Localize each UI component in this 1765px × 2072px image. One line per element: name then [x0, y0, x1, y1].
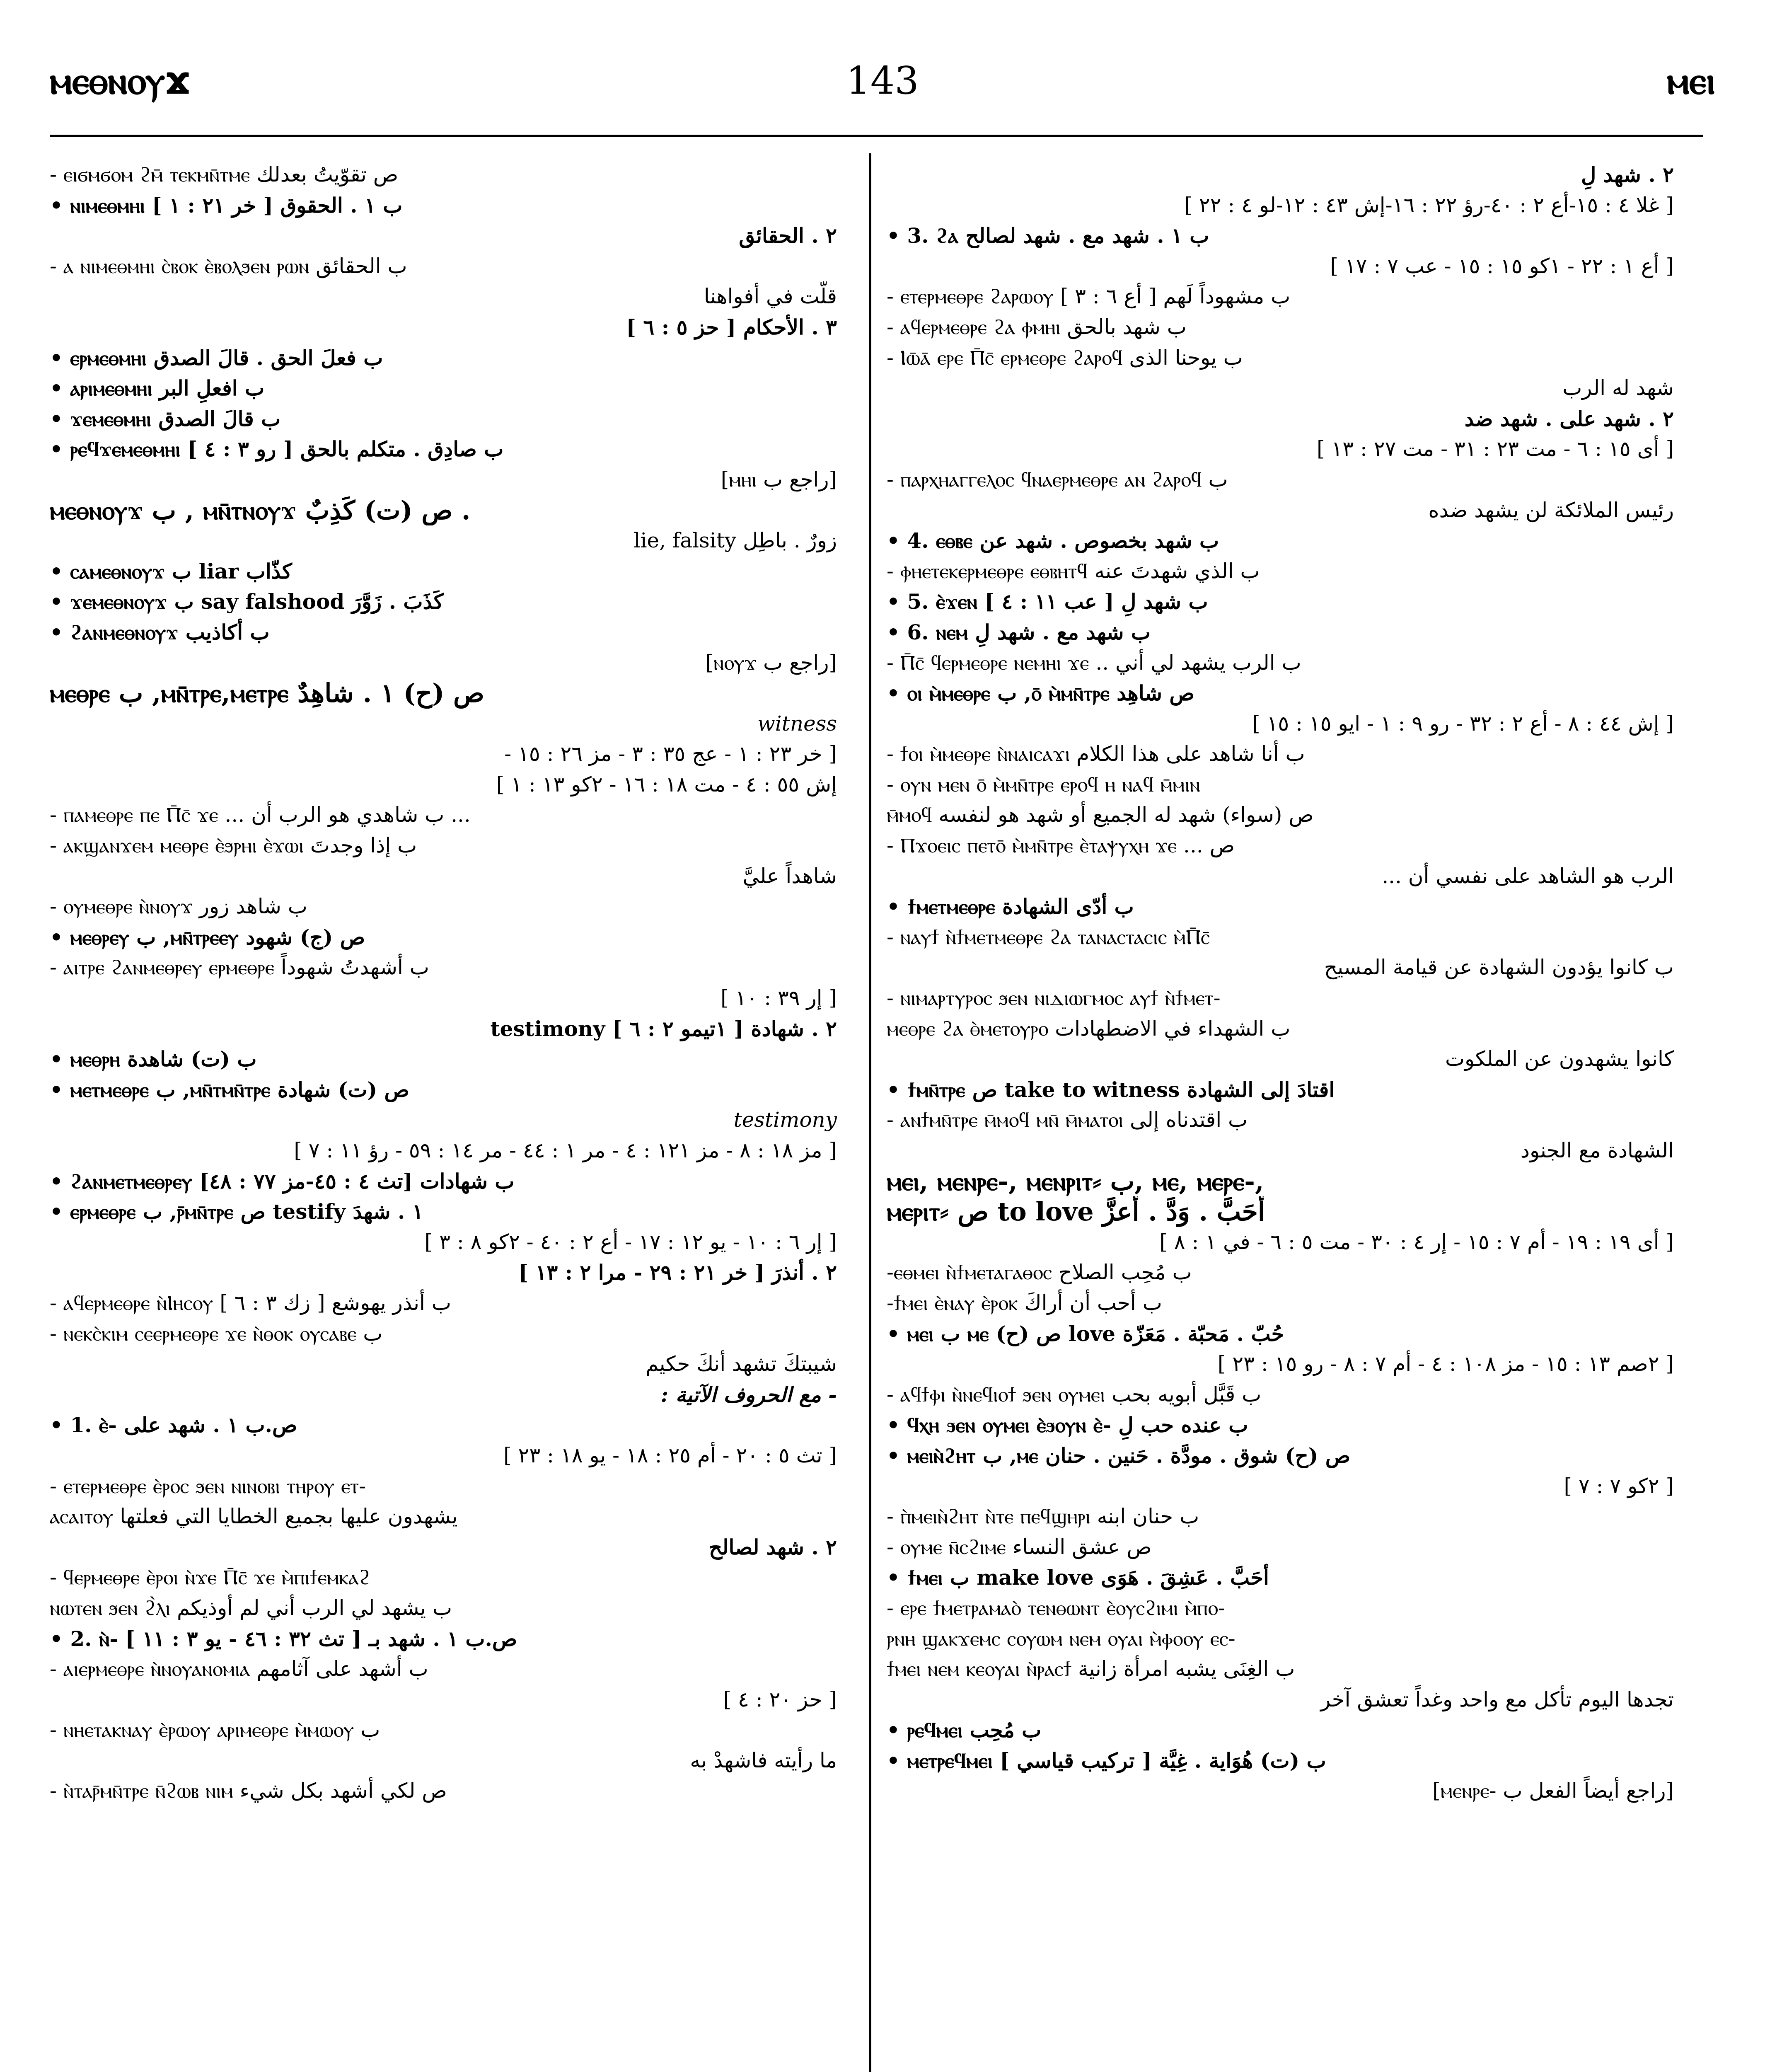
dictionary-line: • ϩⲁⲛⲙⲉⲑⲛⲟⲩϫ ب أكاذيب [50, 620, 270, 644]
running-head-left: ⲙⲉⲑⲛⲟⲩϫ [50, 58, 191, 103]
dictionary-line: - ϥⲉⲣⲙⲉⲑⲣⲉ ⲉ̀ⲣⲟⲓ ⲛ̀ϫⲉ Ⲡ̄ⲥ̄ ϫⲉ ⲙ̀ⲡⲓϯⲉⲙⲕⲁϩ [50, 1565, 370, 1590]
dictionary-line: ⲁⲥⲁⲓⲧⲟⲩ يشهدون عليها بجميع الخطايا التي فعلتها [50, 1504, 458, 1529]
dictionary-line: ٢ . شهد على . شهد ضد [1464, 406, 1674, 431]
dictionary-line: [ إر ٣٩ : ١٠ ] [721, 986, 837, 1010]
dictionary-line: • ϯⲙⲉⲧⲙⲉⲑⲣⲉ ب أدّى الشهادة [887, 894, 1134, 919]
dictionary-line: • 3. ϩⲁ ب ١ . شهد مع . شهد لصالح [887, 223, 1209, 248]
dictionary-line: ⲙⲉⲓ, ⲙⲉⲛⲣⲉ-, ⲙⲉⲛⲣⲓⲧ⸗ ب, ⲙⲉ, ⲙⲉⲣⲉ-, [887, 1166, 1264, 1196]
dictionary-line: [ أى ١٩ : ١٩ - أم ٧ : ١٥ - إر ٤ : ٣٠ - مت ٥ : ٦ - في ١ : ٨ ] [1159, 1230, 1674, 1254]
dictionary-line: • ϫⲉⲙⲉⲑⲙⲏⲓ ب قالَ الصدق [50, 406, 281, 431]
dictionary-line: - ⲁϥϯⲫⲓ ⲛ̀ⲛⲉϥⲓⲟϯ ϧⲉⲛ ⲟⲩⲙⲉⲓ ب قَبَّل أبويه بحب [887, 1382, 1262, 1406]
dictionary-line: ⲙⲉⲣⲓⲧ⸗ ص to love أحَبَّ . وَدَّ . أعزَّ [887, 1196, 1265, 1227]
dictionary-line: • ⲥⲁⲙⲉⲑⲛⲟⲩϫ ب liar كذّاب [50, 559, 292, 583]
dictionary-line: - ⲟⲩⲛ ⲙⲉⲛ ⲟ̄ ⲙ̀ⲙⲛ̄ⲧⲣⲉ ⲉⲣⲟϥ ⲏ ⲛⲁϥ ⲙ̄ⲙⲓⲛ [887, 772, 1200, 796]
dictionary-line: إش ٥٥ : ٤ - مت ١٨ : ١٦ - ٢كو ١٣ : ١ ] [496, 772, 837, 796]
dictionary-line: • ⲉⲣⲙⲉⲑⲣⲉ ب ,ⲣ̄ⲙⲛ̄ⲧⲣⲉ ص testify ١ . شهدَ [50, 1199, 423, 1224]
dictionary-line: [ⲙⲏⲓ راجع ب] [721, 467, 837, 491]
dictionary-line: ٣ . الأحكام [ حز ٥ : ٦ ] [626, 315, 837, 339]
dictionary-line: ٢ . أنذرَ [ خر ٢١ : ٢٩ - مرا ٢ : ١٣ ] [518, 1260, 837, 1285]
dictionary-line: قلَّت في أفواهنا [704, 284, 837, 309]
dictionary-line: witness [757, 711, 837, 736]
dictionary-line: - مع الحروف الآتية : [660, 1382, 837, 1407]
dictionary-line: - Ⲡϫⲟⲉⲓⲥ ⲡⲉⲧⲟ̄ ⲙ̀ⲙⲛ̄ⲧⲣⲉ ⲉ̀ⲧⲁⲯⲩⲭⲏ ϫⲉ ... ص [887, 833, 1235, 858]
dictionary-line: تجدها اليوم تأكل مع واحد وغداً تعشق آخر [1320, 1687, 1674, 1711]
dictionary-line: - ⲁⲕϣⲁⲛϫⲉⲙ ⲙⲉⲑⲣⲉ ⲉ̀ϧⲣⲏⲓ ⲉ̀ϫⲱⲓ ب إذا وجدتَ [50, 833, 417, 858]
dictionary-line: - ⲁ ⲛⲓⲙⲉⲑⲙⲏⲓ ⲥ̀ⲃⲟⲕ ⲉ̀ⲃⲟⲗϧⲉⲛ ⲣⲱⲛ ب الحقائق [50, 254, 407, 278]
dictionary-line: - ⲛⲓⲙⲁⲣⲧⲩⲣⲟⲥ ϧⲉⲛ ⲛⲓⲇⲓⲱⲅⲙⲟⲥ ⲁⲩϯ ⲛ̀ϯⲙⲉⲧ- [887, 986, 1221, 1010]
dictionary-line: • 5. ⲉ̀ϫⲉⲛ ب شهد لِ [ عب ١١ : ٤ ] [887, 589, 1208, 614]
dictionary-line: ٢ . الحقائق [739, 223, 837, 248]
dictionary-line: • ⲛⲓⲙⲉⲑⲙⲏⲓ ب ١ . الحقوق [ خر ٢١ : ١ ] [50, 193, 403, 218]
dictionary-line: - ⲛⲉⲕⲥ̀ⲕⲓⲙ ⲥⲉⲉⲣⲙⲉⲑⲣⲉ ϫⲉ ⲛ̀ⲑⲟⲕ ⲟⲩⲥⲁⲃⲉ ب [50, 1321, 383, 1346]
right-column [887, 160, 1674, 2072]
dictionary-line: - ⲟⲩⲙⲉⲑⲣⲉ ⲛ̀ⲛⲟⲩϫ ب شاهد زور [50, 894, 307, 919]
dictionary-line: - ⲉⲧⲉⲣⲙⲉⲑⲣⲉ ⲉ̀ⲣⲟⲥ ϧⲉⲛ ⲛⲓⲛⲟⲃⲓ ⲧⲏⲣⲟⲩ ⲉⲧ- [50, 1474, 366, 1498]
dictionary-line: ٢ . شهد لصالح [708, 1535, 837, 1559]
dictionary-line: • ⲣⲉϥⲙⲉⲓ ب مُحِب [887, 1718, 1042, 1743]
dictionary-line: - ⲛ̀ⲧⲁⲣ̄ⲙⲛ̄ⲧⲣⲉ ⲛ̄ϩⲱⲃ ⲛⲓⲙ ص لكي أشهد بكل شيء [50, 1779, 447, 1803]
dictionary-line: [ إش ٤٤ : ٨ - أع ٢ : ٣٢ - رو ٩ : ١ - ايو ١٥ : ١٥ ] [1252, 711, 1674, 736]
dictionary-line: • 1. ⲉ̀- ص.ب ١ . شهد على [50, 1413, 297, 1438]
dictionary-line: [ خر ٢٣ : ١ - عج ٣٥ : ٣ - مز ٢٦ : ١٥ - [504, 742, 837, 766]
left-column [50, 160, 837, 2072]
dictionary-line: - ⲁⲓⲧⲣⲉ ϩⲁⲛⲙⲉⲑⲣⲉⲩ ⲉⲣⲙⲉⲑⲣⲉ ب أشهدتُ شهوداً [50, 955, 429, 980]
dictionary-line: testimony [ ١تيمو ٢ : ٦ ] ٢ . شهادة [490, 1016, 837, 1041]
dictionary-line: [ ٢صم ١٣ : ١٥ - مز ١٠٨ : ٤ - أم ٧ : ٨ - رو ١٥ : ٢٣ ] [1217, 1352, 1674, 1376]
dictionary-line: [ حز ٢٠ : ٤ ] [723, 1687, 837, 1711]
running-head-right: ⲙⲉⲓ [1667, 58, 1715, 103]
dictionary-line: [ مز ١٨ : ٨ - مز ١٢١ : ٤ - مر ١ : ٤٤ - مر ١٤ : ٥٩ - رؤ ١١ : ٧ ] [294, 1138, 837, 1162]
dictionary-line: • ⲟⲓ ⲙ̀ⲙⲉⲑⲣⲉ ب ,ⲟ̄ ⲙ̀ⲙⲛ̄ⲧⲣⲉ ص شاهِد [887, 681, 1194, 706]
dictionary-line: • 4. ⲉⲑⲃⲉ ب شهد بخصوص . شهد عن [887, 528, 1219, 553]
dictionary-line: ⲙⲉⲑⲣⲉ ϩⲁ ⲑ̀ⲙⲉⲧⲟⲩⲣⲟ ب الشهداء في الاضطهادات [887, 1016, 1291, 1041]
dictionary-line: - ⲫⲏⲉⲧⲉⲕⲉⲣⲙⲉⲑⲣⲉ ⲉⲑⲃⲏⲧϥ ب الذي شهدتَ عنه [887, 559, 1260, 583]
dictionary-line: [ ٢كو ٧ : ٧ ] [1564, 1474, 1674, 1498]
dictionary-line: شهد له الرب [1562, 376, 1674, 400]
dictionary-line: الشهادة مع الجنود [1520, 1138, 1674, 1162]
dictionary-line: [ⲛⲟⲩϫ راجع ب] [705, 650, 837, 675]
header-rule [50, 135, 1703, 137]
dictionary-line: • ϫⲉⲙⲉⲑⲛⲟⲩϫ ب say falshood كَذَبَ . زَوَّرَ [50, 589, 444, 614]
dictionary-line: [ⲙⲉⲛⲣⲉ- راجع أيضاً الفعل ب] [1432, 1779, 1674, 1803]
dictionary-line: - ⲁϥⲉⲣⲙⲉⲑⲣⲉ ϩⲁ ⲫⲙⲏⲓ ب شهد بالحق [887, 315, 1187, 339]
dictionary-line: [ إر ٦ : ١٠ - يو ١٢ : ١٧ - أع ٢ : ٤٠ - ٢كو ٨ : ٣ ] [424, 1230, 837, 1254]
dictionary-line: - ϯⲟⲓ ⲙ̀ⲙⲉⲑⲣⲉ ⲛ̀ⲛⲁⲓⲥⲁϫⲓ ب أنا شاهد على هذا الكلام [887, 742, 1305, 766]
dictionary-line: ٢ . شهد لِ [1581, 162, 1674, 187]
dictionary-line: الرب هو الشاهد على نفسي أن ... [1382, 864, 1674, 888]
dictionary-line: - ⲁⲛϯⲙⲛ̄ⲧⲣⲉ ⲙ̄ⲙⲟϥ ⲙⲛ̄ ⲙ̄ⲙⲁⲧⲟⲓ ب اقتدناه إلى [887, 1108, 1248, 1132]
dictionary-line: - ⲡⲁⲣⲭⲏⲁⲅⲅⲉⲗⲟⲥ ϥⲛⲁⲉⲣⲙⲉⲑⲣⲉ ⲁⲛ ϩⲁⲣⲟϥ ب [887, 467, 1228, 491]
dictionary-line: - ⲁϥⲉⲣⲙⲉⲑⲣⲉ ⲛ̀Ⲓⲏⲥⲟⲩ ب أنذر يهوشع [ زك ٣ : ٦ ] [50, 1290, 451, 1315]
dictionary-line: • ⲙⲉⲑⲣⲉⲩ ب ,ⲙⲛ̄ⲧⲣⲉⲉⲩ ص (ج) شهود [50, 925, 365, 949]
dictionary-line: شيبتكَ تشهد أنكَ حكيم [646, 1352, 837, 1376]
dictionary-line: • ⲁⲣⲓⲙⲉⲑⲙⲏⲓ ب افعلِ البر [50, 376, 265, 401]
dictionary-line: ϯⲙⲉⲓ ⲛⲉⲙ ⲕⲉⲟⲩⲁⲓ ⲛ̀ⲣⲁⲥϯ ب الغِنَى يشبه امرأة زانية [887, 1657, 1295, 1681]
dictionary-line: • 2. ⲛ̀- ص.ب ١ . شهد بـ [ تث ٣٢ : ٤٦ - يو ٣ : ١١ ] [50, 1626, 517, 1651]
dictionary-line: [ أع ١ : ٢٢ - ١كو ١٥ : ١٥ - عب ٧ : ١٧ ] [1330, 254, 1674, 278]
dictionary-line: - ⲡⲁⲙⲉⲑⲣⲉ ⲡⲉ Ⲡ̄ⲥ̄ ϫⲉ ... ب شاهدي هو الرب أن ... [50, 803, 471, 827]
dictionary-line: • ⲉⲣⲙⲉⲑⲙⲏⲓ ب فعلَ الحق . قالَ الصدق [50, 345, 383, 370]
page-number: 143 [846, 58, 919, 103]
dictionary-line: ما رأيته فاشهدْ به [690, 1748, 837, 1772]
dictionary-line: - ⲟⲩⲙⲉ ⲛ̄ⲥϩⲓⲙⲉ ص عشق النساء [887, 1535, 1152, 1559]
column-divider [869, 153, 871, 2072]
dictionary-line: • ⲙⲉⲓⲛ̀ϩⲏⲧ ب ,ⲙⲉ ص (ح) شوق . مودَّة . حَنين . حنان [887, 1443, 1351, 1468]
dictionary-line: • ⲙⲉⲑⲣⲏ ب (ت) شاهدة [50, 1047, 257, 1072]
dictionary-line: - ⲡ̀ⲙⲉⲓⲛ̀ϩⲏⲧ ⲛ̀ⲧⲉ ⲡⲉϥϣⲏⲣⲓ ب حنان ابنه [887, 1504, 1199, 1529]
dictionary-line: - Ⲡ̄ⲥ̄ ϥⲉⲣⲙⲉⲑⲣⲉ ⲛⲉⲙⲏⲓ ϫⲉ .. ب الرب يشهد لي أني [887, 650, 1301, 675]
dictionary-line: • ϯⲙⲉⲓ ب make love أحَبَّ . عَشِقَ . هَوَى [887, 1565, 1269, 1590]
dictionary-line: ⲙⲉⲑⲣⲉ ب ,ⲙⲛ̄ⲧⲣⲉ,ⲙⲉⲧⲣⲉ ص (ح) ١ . شاهِدٌ [50, 678, 484, 709]
dictionary-line: • ϯⲙⲛ̄ⲧⲣⲉ ص take to witness اقتادَ إلى الشهادة [887, 1077, 1335, 1102]
dictionary-line: [ غلا ٤ : ١٥-أع ٢ : ٤٠-رؤ ٢٢ : ١٦-إش ٤٣ : ١٢-لو ٤ : ٢٢ ] [1184, 193, 1674, 217]
dictionary-line: -ϯⲙⲉⲓ ⲉ̀ⲛⲁⲩ ⲉ̀ⲣⲟⲕ ب أحب أن أراكَ [887, 1290, 1162, 1315]
dictionary-line: • ϩⲁⲛⲙⲉⲧⲙⲉⲑⲣⲉⲩ ب شهادات [تث ٤ : ٤٥-مز ٧٧ : ٤٨] [50, 1169, 515, 1193]
dictionary-line: - Ⲓⲱ̄ⲁ̄ ⲉⲣⲉ Ⲡ̄ⲥ̄ ⲉⲣⲙⲉⲑⲣⲉ ϩⲁⲣⲟϥ ب يوحنا الذى [887, 345, 1243, 370]
dictionary-line: ⲙ̄ⲙⲟϥ ص (سواء) شهد له الجميع أو شهد هو لنفسه [887, 803, 1314, 827]
dictionary-line: -ⲉⲑⲙⲉⲓ ⲛ̀ϯⲙⲉⲧⲁⲅⲁⲑⲟⲥ ب مُحِب الصلاح [887, 1260, 1192, 1285]
dictionary-line: [ أى ١٥ : ٦ - مت ٢٣ : ٣١ - مت ٢٧ : ١٣ ] [1316, 437, 1674, 461]
dictionary-line: • ⲣⲉϥϫⲉⲙⲉⲑⲙⲏⲓ ب صادِق . متكلم بالحق [ رو ٣ : ٤ ] [50, 437, 504, 462]
dictionary-line: • 6. ⲛⲉⲙ ب شهد مع . شهد لِ [887, 620, 1151, 644]
dictionary-line: • ⲙⲉⲧⲙⲉⲑⲣⲉ ب ,ⲙⲛ̄ⲧⲙⲛ̄ⲧⲣⲉ ص (ت) شهادة [50, 1077, 409, 1102]
dictionary-line: - ⲉⲣⲉ ϯⲙⲉⲧⲣⲁⲙⲁⲟ̀ ⲧⲉⲛⲑⲱⲛⲧ ⲉ̀ⲟⲩⲥϩⲓⲙⲓ ⲙ̀ⲡⲟ- [887, 1595, 1225, 1620]
dictionary-line: - ⲛⲁⲩϯ ⲛ̀ϯⲙⲉⲧⲙⲉⲑⲣⲉ ϩⲁ ⲧⲁⲛⲁⲥⲧⲁⲥⲓⲥ ⲙ̀Ⲡ̄ⲥ̄ [887, 925, 1210, 949]
dictionary-line: testimony [733, 1108, 837, 1132]
dictionary-line: - ⲁⲓⲉⲣⲙⲉⲑⲣⲉ ⲛ̀ⲛⲟⲩⲁⲛⲟⲙⲓⲁ ب أشهد على آثامهم [50, 1657, 428, 1681]
dictionary-line: • ⲙⲉⲓ ب ⲙⲉ ص (ح) love حُبّ . مَحبّة . مَعَزّة [887, 1321, 1284, 1346]
dictionary-line: شاهداً عليَّ [742, 864, 837, 888]
dictionary-line: - ⲉⲓϭⲙϭⲟⲙ ϩⲙ̄ ⲧⲉⲕⲙⲛ̄ⲧⲙⲉ ص تقوّيتُ بعدلك [50, 162, 399, 186]
dictionary-line: • ⲙⲉⲧⲣⲉϥⲙⲉⲓ ب (ت) هُوَاية . غِيَّة [ تركيب قياسي ] [887, 1748, 1326, 1773]
dictionary-line: lie, falsity زورٌ . باطِل [633, 528, 837, 553]
dictionary-line: ⲣⲛⲏ ϣⲁⲕϫⲉⲙⲥ ⲥⲟⲩⲱⲙ ⲛⲉⲙ ⲟⲩⲁⲓ ⲙ̀ⲫⲟⲟⲩ ⲉⲥ- [887, 1626, 1236, 1651]
dictionary-line: - ⲉⲧⲉⲣⲙⲉⲑⲣⲉ ϩⲁⲣⲱⲟⲩ ب مشهوداً لَهم [ أع ٦ : ٣ ] [887, 284, 1291, 309]
dictionary-line: ⲙⲉⲑⲛⲟⲩϫ ب , ⲙⲛ̄ⲧⲛⲟⲩϫ ص (ت) كَذِبٌ . [50, 495, 471, 525]
dictionary-line: ⲛⲱⲧⲉⲛ ϧⲉⲛ ϩ̀ⲗⲓ ب يشهد لي الرب أني لم أوذيكم [50, 1595, 452, 1620]
dictionary-line: ب كانوا يؤدون الشهادة عن قيامة المسيح [1324, 955, 1674, 980]
dictionary-line: - ⲛⲏⲉⲧⲁⲕⲛⲁⲩ ⲉ̀ⲣⲱⲟⲩ ⲁⲣⲓⲙⲉⲑⲣⲉ ⲙ̀ⲙⲱⲟⲩ ب [50, 1718, 380, 1742]
dictionary-line: • ϥⲭⲏ ϧⲉⲛ ⲟⲩⲙⲉⲓ ⲉ̀ϧⲟⲩⲛ ⲉ̀- ب عنده حب لِ [887, 1413, 1248, 1438]
dictionary-line: [ تث ٥ : ٢٠ - أم ٢٥ : ١٨ - يو ١٨ : ٢٣ ] [503, 1443, 837, 1467]
dictionary-line: رئيس الملائكة لن يشهد ضده [1428, 498, 1674, 522]
dictionary-line: كانوا يشهدون عن الملكوت [1445, 1047, 1674, 1071]
